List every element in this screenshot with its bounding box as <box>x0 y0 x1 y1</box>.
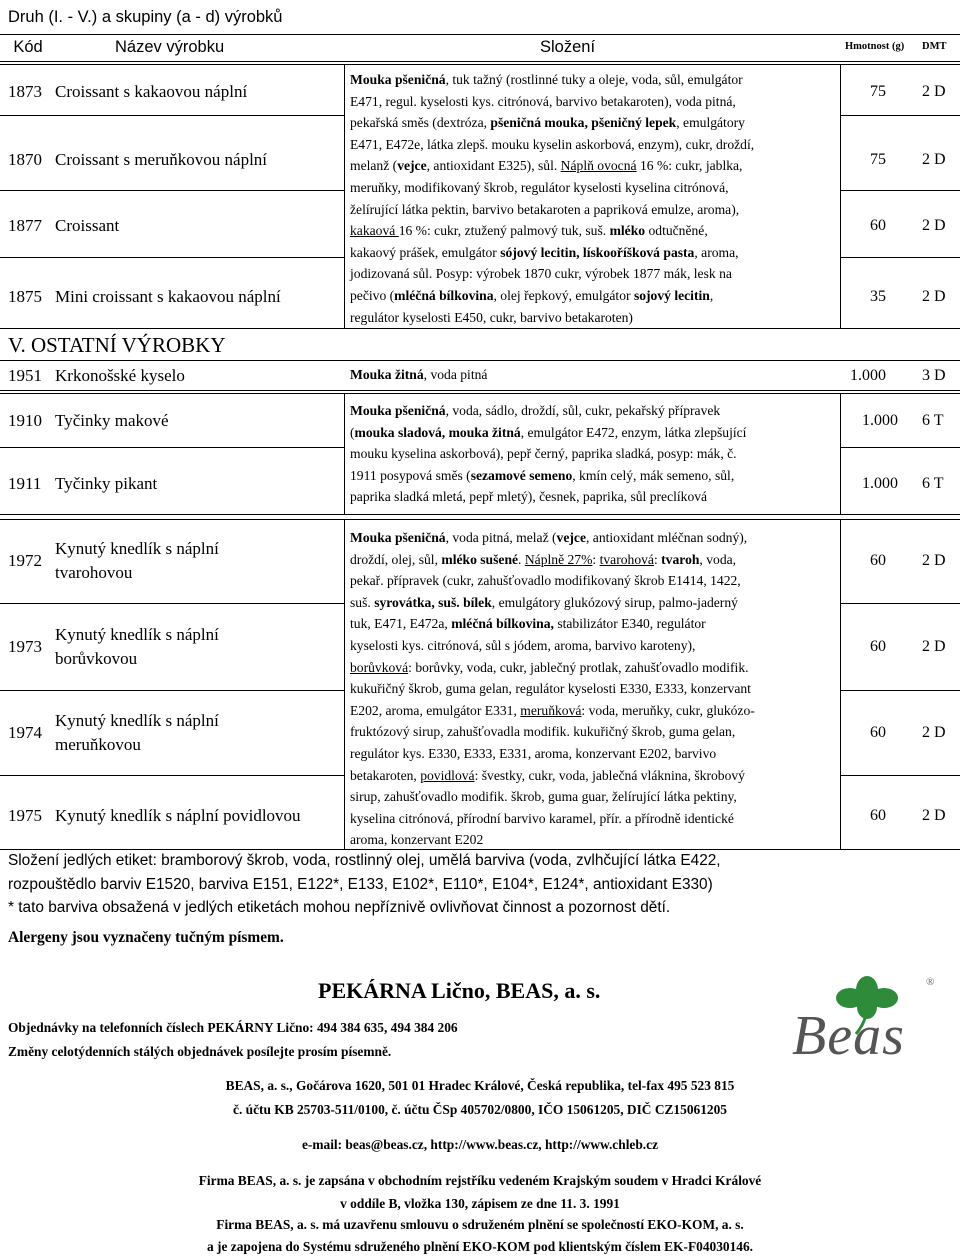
product-code: 1870 <box>8 150 42 169</box>
composition-line: pečivo (mléčná bílkovina, olej řepkový, emulgátor sojový lecitin, <box>350 287 714 303</box>
product-weight: 1.000 <box>862 475 898 492</box>
page-title: Druh (I. - V.) a skupiny (a - d) výrobků <box>8 8 283 26</box>
product-dmt: 2 D <box>922 807 946 824</box>
allergen-note: Alergeny jsou vyznačeny tučným písmem. <box>8 929 284 946</box>
company-register: Firma BEAS, a. s. je zapsána v obchodním rejstříku vedeném Krajským soudem v Hradci Králové <box>198 1173 762 1188</box>
composition-line: borůvková: borůvky, voda, cukr, jablečný protlak, zahušťovadlo modifik. <box>350 659 749 675</box>
composition-line: aroma, konzervant E202 <box>350 832 484 848</box>
product-weight: 60 <box>870 807 886 824</box>
composition-line: E202, aroma, emulgátor E331, meruňková: voda, meruňky, cukr, glukózo- <box>350 702 755 718</box>
column-header-name: Název výrobku <box>115 38 225 56</box>
logo-text: Beas <box>792 1005 905 1067</box>
product-weight: 75 <box>870 151 886 168</box>
composition-line: E471, regul. kyselosti kys. citrónová, barvivo betakaroten), voda pitná, <box>350 93 736 109</box>
composition-line: Mouka pšeničná, voda pitná, melaž (vejce, antioxidant mléčnan sodný), <box>350 530 748 545</box>
product-code: 1972 <box>8 551 42 570</box>
composition-line: kyselina citrónová, přírodní barvivo karamel, přír. a přírodně identické <box>350 810 734 826</box>
product-dmt: 2 D <box>922 83 946 100</box>
product-dmt: 2 D <box>922 724 946 741</box>
product-weight: 1.000 <box>850 367 886 384</box>
product-code: 1877 <box>8 216 42 235</box>
company-accounts: č. účtu KB 25703-511/0100, č. účtu ČSp 405702/0800, IČO 15061205, DIČ CZ15061205 <box>233 1102 727 1117</box>
composition-line: kakaový prášek, emulgátor sójový lecitin, lískooříšková pasta, aroma, <box>350 244 739 260</box>
company-register-detail: v oddíle B, vložka 130, zápisem ze dne 11. 3. 1991 <box>340 1196 620 1211</box>
composition-line: droždí, olej, sůl, mléko sušené. Náplně 27%: tvarohová: tvaroh, voda, <box>350 551 737 567</box>
order-phones: Objednávky na telefonních číslech PEKÁRNY Lično: 494 384 635, 494 384 206 <box>8 1020 458 1035</box>
product-name: Kynutý knedlík s náplní <box>55 539 219 558</box>
column-header-composition: Složení <box>540 38 596 56</box>
composition-line: paprika sladká mletá, pepř mletý), česnek, paprika, sůl preclíková <box>350 489 708 505</box>
product-weight: 60 <box>870 724 886 741</box>
product-code: 1910 <box>8 411 42 430</box>
product-code: 1951 <box>8 366 42 385</box>
section-heading: V. OSTATNÍ VÝROBKY <box>8 333 226 357</box>
composition-line: Mouka pšeničná, tuk tažný (rostlinné tuky a oleje, voda, sůl, emulgátor <box>350 72 743 87</box>
composition-line: E471, E472e, látka zlepš. mouku kyselin askorbová, enzym), cukr, droždí, <box>350 136 755 152</box>
product-dmt: 6 T <box>922 412 944 429</box>
composition-line: Mouka pšeničná, voda, sádlo, droždí, sůl, cukr, pekařský přípravek <box>350 403 721 418</box>
product-name: Tyčinky pikant <box>55 474 158 493</box>
composition-line: kukuřičný škrob, guma gelan, regulátor kyselosti E330, E333, konzervant <box>350 681 751 697</box>
product-code: 1873 <box>8 82 42 101</box>
product-dmt: 2 D <box>922 217 946 234</box>
knedliky-composition <box>350 527 755 851</box>
composition-line: (mouka sladová, mouka žitná, emulgátor E472, enzym, látka zlepšující <box>350 424 747 440</box>
column-header-code: Kód <box>13 38 43 56</box>
composition-line: melanž (vejce, antioxidant E325), sůl. Náplň ovocná 16 %: cukr, jablka, <box>350 158 743 174</box>
order-changes: Změny celotýdenních stálých objednávek posílejte prosím písemně. <box>8 1044 392 1059</box>
product-name-line2: borůvkovou <box>55 649 138 668</box>
product-name: Croissant s meruňkovou náplní <box>55 150 268 169</box>
edible-label-composition-cont: rozpouštědlo barviv E1520, barviva E151, E122*, E133, E102*, E110*, E104*, E124*, antioxidant E330) <box>8 876 713 893</box>
product-weight: 60 <box>870 638 886 655</box>
product-code: 1911 <box>8 474 42 493</box>
registered-mark: ® <box>926 976 935 988</box>
composition-line: fruktózový sirup, zahušťovadla modifik. kukuřičný škrob, guma gelan, <box>350 724 736 740</box>
product-dmt: 6 T <box>922 475 944 492</box>
product-weight: 75 <box>870 83 886 100</box>
product-name: Croissant s kakaovou náplní <box>55 82 248 101</box>
ekokom-client: a je zapojena do Systému sdruženého plnění EKO-KOM pod klientským číslem EK-F04030146. <box>206 1239 754 1254</box>
product-dmt: 3 D <box>922 367 946 384</box>
product-name: Mini croissant s kakaovou náplní <box>55 287 281 306</box>
product-dmt: 2 D <box>922 151 946 168</box>
company-name: PEKÁRNA Lično, BEAS, a. s. <box>318 978 601 1003</box>
product-code: 1974 <box>8 723 42 742</box>
product-name-line2: meruňkovou <box>55 735 141 754</box>
composition-line: regulátor kys. E330, E333, E331, aroma, konzervant E202, barvivo <box>350 745 717 761</box>
product-name: Tyčinky makové <box>55 411 169 430</box>
ekokom-contract: Firma BEAS, a. s. má uzavřenu smlouvu o sdruženém plnění se společností EKO-KOM, a. s. <box>216 1217 744 1232</box>
product-name: Kynutý knedlík s náplní <box>55 625 219 644</box>
composition-line: pekařská směs (dextróza, pšeničná mouka, pšeničný lepek, emulgátory <box>350 115 745 131</box>
product-name: Kynutý knedlík s náplní <box>55 711 219 730</box>
composition-line: pekař. přípravek (cukr, zahušťovadlo modifikovaný škrob E1414, 1422, <box>350 573 741 589</box>
product-code: 1875 <box>8 287 42 306</box>
product-weight: 35 <box>870 288 886 305</box>
product-dmt: 2 D <box>922 552 946 569</box>
column-header-dmt: DMT <box>922 41 947 52</box>
company-contact: e-mail: beas@beas.cz, http://www.beas.cz, http://www.chleb.cz <box>301 1137 659 1152</box>
product-name: Croissant <box>55 216 120 235</box>
composition-line: jodizovaná sůl. Posyp: výrobek 1870 cukr, výrobek 1877 mák, lesk na <box>350 266 732 282</box>
product-dmt: 2 D <box>922 638 946 655</box>
product-weight: 60 <box>870 217 886 234</box>
product-composition: Mouka žitná, voda pitná <box>350 367 488 382</box>
croissant-composition <box>350 69 754 328</box>
composition-line: betakaroten, povidlová: švestky, cukr, voda, jablečná vláknina, škrobový <box>350 767 745 783</box>
product-code: 1975 <box>8 806 42 825</box>
beas-logo <box>784 974 944 1068</box>
composition-line: mouku kyselina askorbová), pepř černý, paprika sladká, posyp: mák, č. <box>350 446 737 462</box>
composition-line: 1911 posypová směs (sezamové semeno, kmín celý, mák semeno, sůl, <box>350 467 735 483</box>
product-weight: 60 <box>870 552 886 569</box>
composition-line: želírující látka pektin, barvivo betakaroten a papriková emulze, aroma), <box>350 201 740 217</box>
tycinky-composition <box>350 400 746 508</box>
product-weight: 1.000 <box>862 412 898 429</box>
product-dmt: 2 D <box>922 288 946 305</box>
product-name: Kynutý knedlík s náplní povidlovou <box>55 806 301 825</box>
composition-line: kyselosti kys. citrónová, sůl s jódem, aroma, barvivo karoteny), <box>350 637 696 653</box>
product-code: 1973 <box>8 637 42 656</box>
composition-line: suš. syrovátka, suš. bílek, emulgátory glukózový sirup, palmo-jaderný <box>350 594 738 610</box>
company-address: BEAS, a. s., Gočárova 1620, 501 01 Hradec Králové, Česká republika, tel-fax 495 523 815 <box>225 1078 735 1093</box>
product-name-line2: tvarohovou <box>55 563 133 582</box>
composition-line: regulátor kyselosti E450, cukr, barvivo betakaroten) <box>350 309 633 325</box>
composition-line: kakaová 16 %: cukr, ztužený palmový tuk, suš. mléko odtučněné, <box>350 223 708 239</box>
composition-line: tuk, E471, E472a, mléčná bílkovina, stabilizátor E340, regulátor <box>350 616 706 632</box>
product-name: Krkonošské kyselo <box>55 366 185 385</box>
edible-label-composition: Složení jedlých etiket: bramborový škrob, voda, rostlinný olej, umělá barviva (voda, zvlhčující látka E422, <box>8 852 721 869</box>
column-header-weight: Hmotnost (g) <box>845 41 905 52</box>
composition-line: sirup, zahušťovadlo modifik. škrob, guma guar, želírující látka pektiny, <box>350 789 737 805</box>
composition-line: meruňky, modifikovaný škrob, regulátor kyselosti kyselina citrónová, <box>350 179 729 195</box>
colorant-warning: * tato barviva obsažená v jedlých etiketách mohou nepříznivě ovlivňovat činnost a pozornost dětí. <box>8 899 671 916</box>
